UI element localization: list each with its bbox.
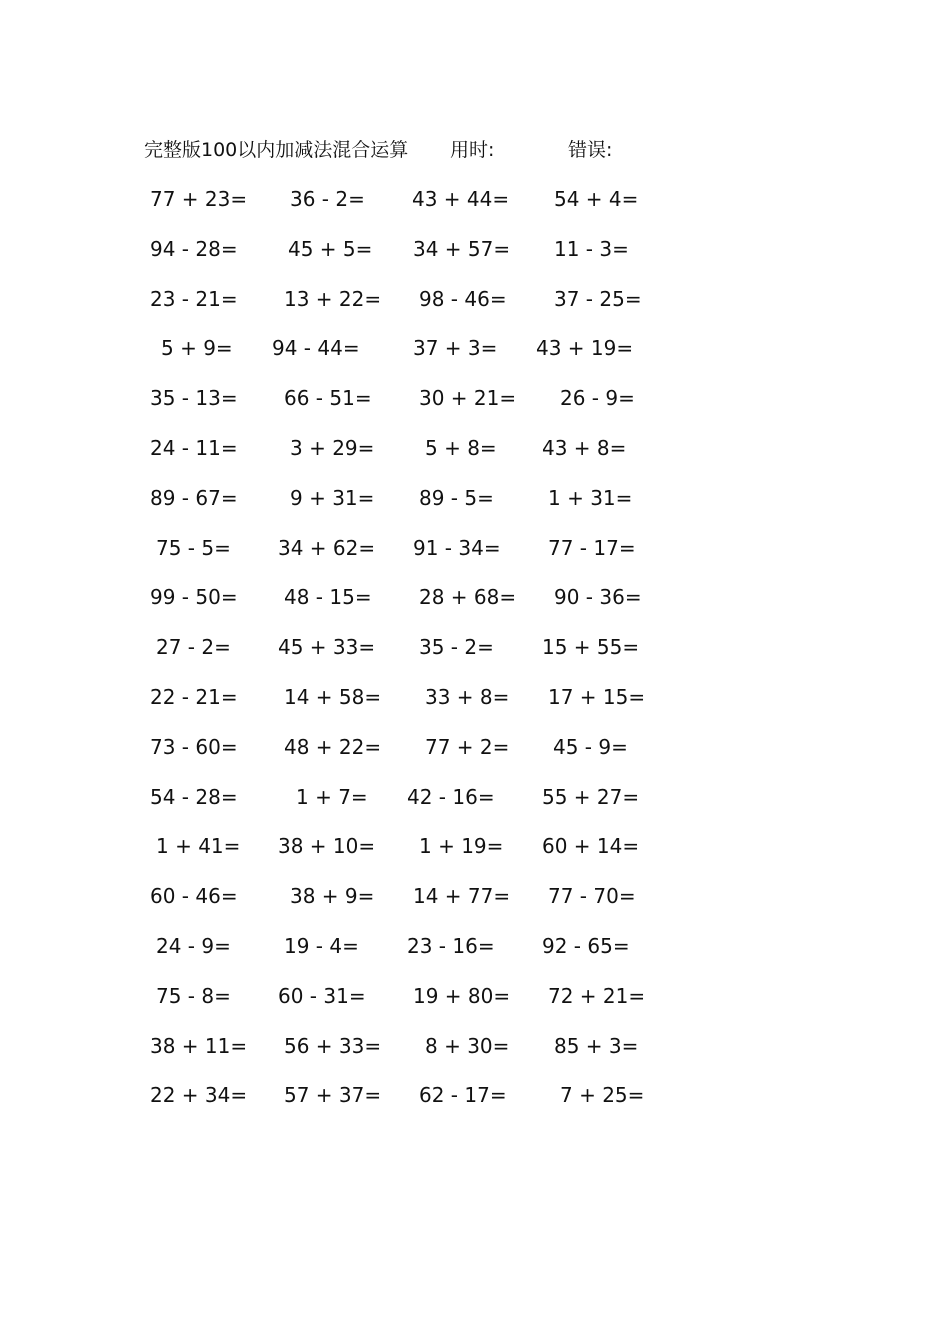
- problem-row: [140, 534, 660, 584]
- problem-cell: 35 - 2=: [419, 635, 494, 660]
- problem-cell: 24 - 11=: [150, 435, 238, 460]
- problem-cell: 92 - 65=: [542, 933, 630, 958]
- problem-cell: 24 - 9=: [156, 933, 231, 958]
- problem-cell: 35 - 13=: [150, 386, 238, 411]
- problem-row: [140, 982, 660, 1032]
- problem-cell: 45 + 33=: [278, 635, 376, 660]
- problem-cell: 14 + 77=: [413, 884, 511, 909]
- problem-row: [140, 832, 660, 882]
- worksheet-title: 完整版100以内加减法混合运算: [144, 139, 409, 161]
- problem-cell: 34 + 57=: [413, 236, 511, 261]
- problem-cell: 11 - 3=: [554, 236, 629, 261]
- problem-cell: 94 - 28=: [150, 236, 238, 261]
- problem-cell: 37 - 25=: [554, 286, 642, 311]
- problem-cell: 98 - 46=: [419, 286, 507, 311]
- problem-cell: 37 + 3=: [413, 336, 498, 361]
- problem-cell: 90 - 36=: [554, 585, 642, 610]
- problem-row: [140, 235, 660, 285]
- problem-cell: 33 + 8=: [425, 684, 510, 709]
- problem-cell: 3 + 29=: [290, 435, 375, 460]
- problem-cell: 75 - 8=: [156, 983, 231, 1008]
- problem-cell: 77 - 70=: [548, 884, 636, 909]
- problem-row: [140, 882, 660, 932]
- problem-cell: 45 + 5=: [288, 236, 373, 261]
- problem-grid: [140, 185, 660, 1131]
- problem-row: [140, 384, 660, 434]
- problem-row: [140, 733, 660, 783]
- problem-cell: 73 - 60=: [150, 734, 238, 759]
- problem-row: [140, 1032, 660, 1082]
- problem-cell: 38 + 10=: [278, 834, 376, 859]
- problem-cell: 38 + 11=: [150, 1033, 248, 1058]
- problem-cell: 55 + 27=: [542, 784, 640, 809]
- problem-cell: 5 + 8=: [425, 435, 497, 460]
- problem-cell: 48 + 22=: [284, 734, 382, 759]
- problem-cell: 27 - 2=: [156, 635, 231, 660]
- problem-cell: 54 + 4=: [554, 187, 639, 211]
- problem-cell: 72 + 21=: [548, 983, 646, 1008]
- problem-cell: 28 + 68=: [419, 585, 517, 610]
- problem-cell: 8 + 30=: [425, 1033, 510, 1058]
- problem-row: [140, 583, 660, 633]
- problem-cell: 89 - 67=: [150, 485, 238, 510]
- problem-cell: 43 + 8=: [542, 435, 627, 460]
- problem-cell: 57 + 37=: [284, 1083, 382, 1108]
- problem-cell: 19 + 80=: [413, 983, 511, 1008]
- problem-row: [140, 783, 660, 833]
- problem-row: [140, 185, 660, 235]
- problem-cell: 30 + 21=: [419, 386, 517, 411]
- problem-row: [140, 683, 660, 733]
- problem-cell: 94 - 44=: [272, 336, 360, 361]
- problem-cell: 34 + 62=: [278, 535, 376, 560]
- problem-cell: 22 + 34=: [150, 1083, 248, 1108]
- problem-cell: 1 + 7=: [296, 784, 368, 809]
- time-label: 用时:: [450, 139, 495, 161]
- problem-cell: 13 + 22=: [284, 286, 382, 311]
- problem-cell: 77 + 23=: [150, 187, 248, 211]
- problem-cell: 77 - 17=: [548, 535, 636, 560]
- problem-row: [140, 1081, 660, 1131]
- problem-cell: 7 + 25=: [560, 1083, 645, 1108]
- problem-cell: 43 + 44=: [412, 187, 510, 211]
- error-label: 错误:: [568, 139, 613, 161]
- problem-cell: 99 - 50=: [150, 585, 238, 610]
- problem-cell: 75 - 5=: [156, 535, 231, 560]
- problem-row: [140, 285, 660, 335]
- problem-cell: 85 + 3=: [554, 1033, 639, 1058]
- problem-cell: 48 - 15=: [284, 585, 372, 610]
- problem-row: [140, 334, 660, 384]
- problem-cell: 43 + 19=: [536, 336, 634, 361]
- problem-cell: 60 + 14=: [542, 834, 640, 859]
- problem-cell: 60 - 46=: [150, 884, 238, 909]
- problem-cell: 5 + 9=: [161, 336, 233, 361]
- problem-cell: 26 - 9=: [560, 386, 635, 411]
- problem-cell: 91 - 34=: [413, 535, 501, 560]
- problem-cell: 77 + 2=: [425, 734, 510, 759]
- problem-cell: 54 - 28=: [150, 784, 238, 809]
- problem-cell: 14 + 58=: [284, 684, 382, 709]
- problem-row: [140, 932, 660, 982]
- problem-cell: 1 + 41=: [156, 834, 241, 859]
- problem-cell: 89 - 5=: [419, 485, 494, 510]
- problem-row: [140, 633, 660, 683]
- problem-cell: 1 + 31=: [548, 485, 633, 510]
- problem-cell: 38 + 9=: [290, 884, 375, 909]
- problem-cell: 56 + 33=: [284, 1033, 382, 1058]
- problem-cell: 15 + 55=: [542, 635, 640, 660]
- problem-cell: 42 - 16=: [407, 784, 495, 809]
- problem-cell: 19 - 4=: [284, 933, 359, 958]
- problem-cell: 22 - 21=: [150, 684, 238, 709]
- problem-cell: 1 + 19=: [419, 834, 504, 859]
- problem-cell: 9 + 31=: [290, 485, 375, 510]
- problem-cell: 66 - 51=: [284, 386, 372, 411]
- problem-cell: 60 - 31=: [278, 983, 366, 1008]
- problem-cell: 23 - 16=: [407, 933, 495, 958]
- problem-cell: 62 - 17=: [419, 1083, 507, 1108]
- problem-cell: 17 + 15=: [548, 684, 646, 709]
- problem-cell: 23 - 21=: [150, 286, 238, 311]
- problem-row: [140, 434, 660, 484]
- problem-cell: 45 - 9=: [553, 734, 628, 759]
- problem-row: [140, 484, 660, 534]
- problem-cell: 36 - 2=: [290, 187, 365, 211]
